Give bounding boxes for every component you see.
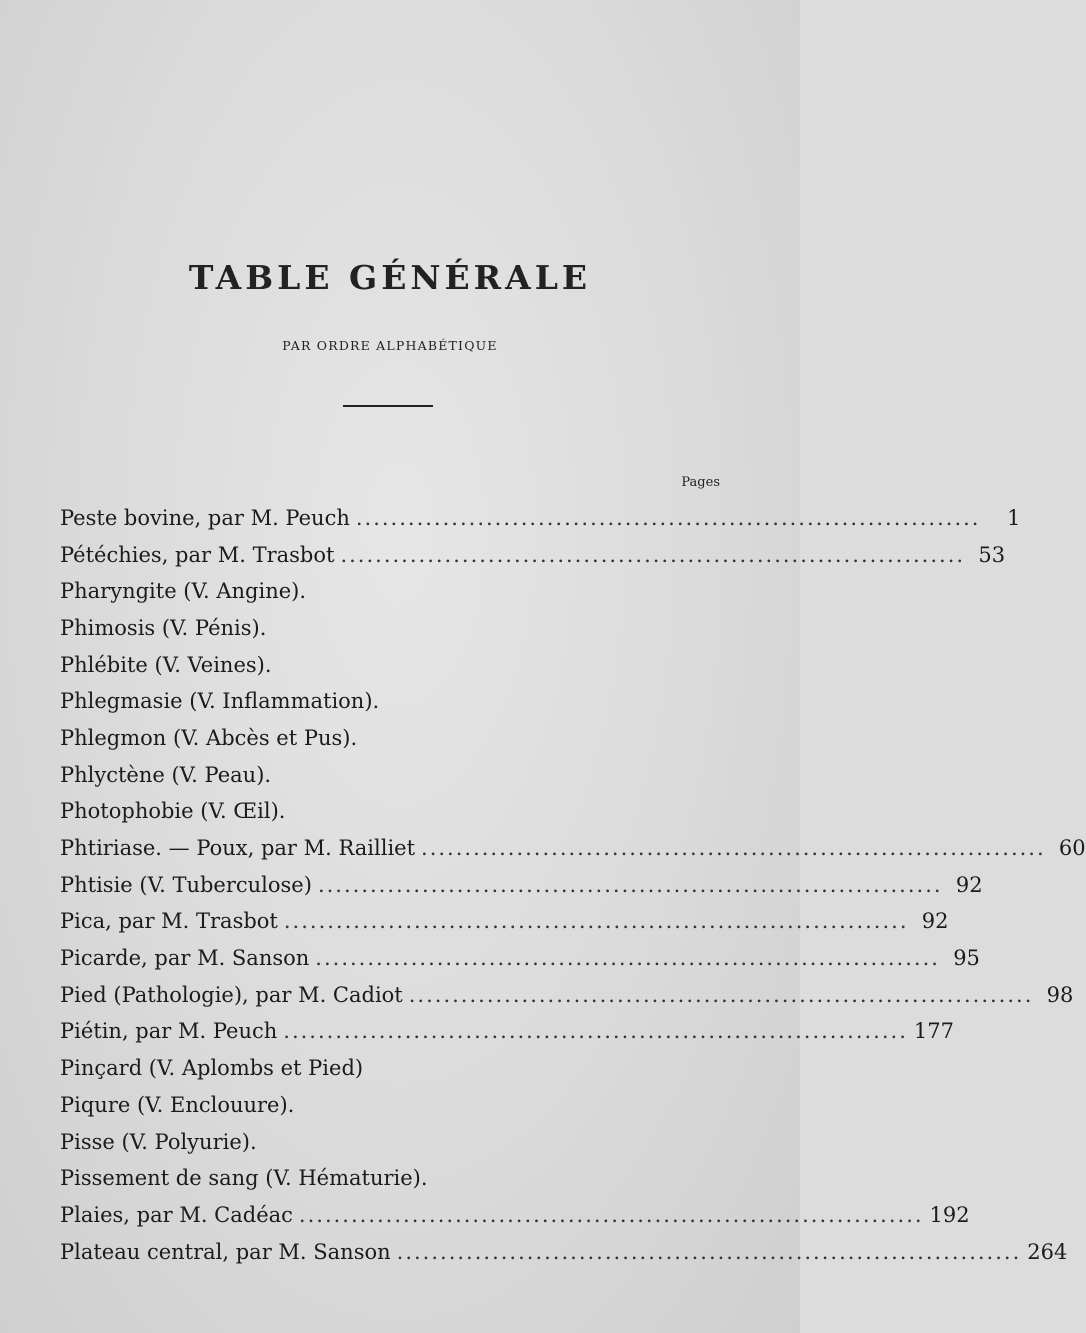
entry-page: 53 (978, 542, 1006, 567)
dot-leader: ........................................................................ (298, 1202, 924, 1227)
dot-leader: ........................................................................ (355, 505, 981, 530)
entry-label: Pinçard (V. Aplombs et Pied) (60, 1056, 364, 1081)
dot-leader: ........................................................................ (340, 542, 966, 567)
index-entry (60, 720, 728, 757)
index-entry (60, 1087, 728, 1124)
entry-label: Plaies, par M. Cadéac (60, 1202, 293, 1227)
entry-label: Phtiriase. — Poux, par M. Railliet (60, 836, 416, 861)
dot-leader: ........................................................................ (283, 909, 909, 934)
title-divider (343, 405, 433, 407)
entry-label: Phimosis (V. Pénis). (60, 615, 267, 640)
entry-label: Pied (Pathologie), par M. Cadiot (60, 982, 403, 1007)
pages-column-label: Pages (681, 475, 720, 490)
entry-label: Piqure (V. Enclouure). (60, 1092, 295, 1117)
dot-leader: ........................................................................ (283, 1019, 908, 1044)
entry-label: Phlegmasie (V. Inflammation). (60, 689, 380, 714)
entry-page: 1 (1007, 505, 1021, 530)
entry-label: Pica, par M. Trasbot (60, 909, 278, 934)
entry-page: 177 (913, 1019, 954, 1044)
entry-page: 95 (953, 946, 980, 971)
index-entry (60, 1160, 728, 1197)
index-entry (60, 1197, 970, 1234)
entry-label: Pharyngite (V. Angine). (60, 579, 307, 604)
entry-label: Phlyctène (V. Peau). (60, 762, 272, 787)
dot-leader: ........................................................................ (408, 982, 1034, 1007)
entry-label: Picarde, par M. Sanson (60, 946, 310, 971)
index-entry (60, 683, 728, 720)
entry-page: 92 (921, 909, 949, 934)
entry-page: 92 (955, 872, 983, 897)
index-entry (60, 610, 728, 647)
dot-leader: ........................................................................ (315, 946, 940, 971)
index-entry (60, 1124, 728, 1161)
entry-page: 60 (1058, 836, 1086, 861)
page-subtitle: PAR ORDRE ALPHABÉTIQUE (282, 338, 498, 353)
entry-label: Pissement de sang (V. Hématurie). (60, 1166, 428, 1191)
index-entry (60, 1014, 954, 1051)
entry-page: 192 (929, 1202, 970, 1227)
entry-label: Peste bovine, par M. Peuch (60, 505, 350, 530)
entry-label: Phtisie (V. Tuberculose) (60, 872, 312, 897)
entry-label: Photophobie (V. Œil). (60, 799, 286, 824)
entry-label: Pétéchies, par M. Trasbot (60, 542, 335, 567)
index-entry (60, 647, 728, 684)
dot-leader: ........................................................................ (396, 1239, 1022, 1264)
dot-leader: ........................................................................ (317, 872, 943, 897)
index-entry (60, 867, 983, 904)
entry-label: Piétin, par M. Peuch (60, 1019, 278, 1044)
index-entry (60, 794, 728, 831)
dot-leader: ........................................................................ (421, 836, 1046, 861)
index-entry (60, 904, 949, 941)
entry-label: Plateau central, par M. Sanson (60, 1239, 391, 1264)
index-entry (60, 830, 1086, 867)
index-entry (60, 940, 980, 977)
index-entry (60, 977, 1074, 1014)
index-entries (60, 500, 1086, 1270)
entry-label: Phlegmon (V. Abcès et Pus). (60, 725, 358, 750)
index-entry (60, 537, 1006, 574)
index-entry (60, 573, 728, 610)
entry-page: 98 (1046, 982, 1074, 1007)
index-entry (60, 1234, 1068, 1271)
index-entry (60, 500, 1021, 537)
page-title: TABLE GÉNÉRALE (188, 258, 592, 297)
entry-label: Pisse (V. Polyurie). (60, 1129, 257, 1154)
entry-page: 264 (1027, 1239, 1068, 1264)
index-entry (60, 1050, 728, 1087)
index-entry (60, 757, 728, 794)
entry-label: Phlébite (V. Veines). (60, 652, 272, 677)
